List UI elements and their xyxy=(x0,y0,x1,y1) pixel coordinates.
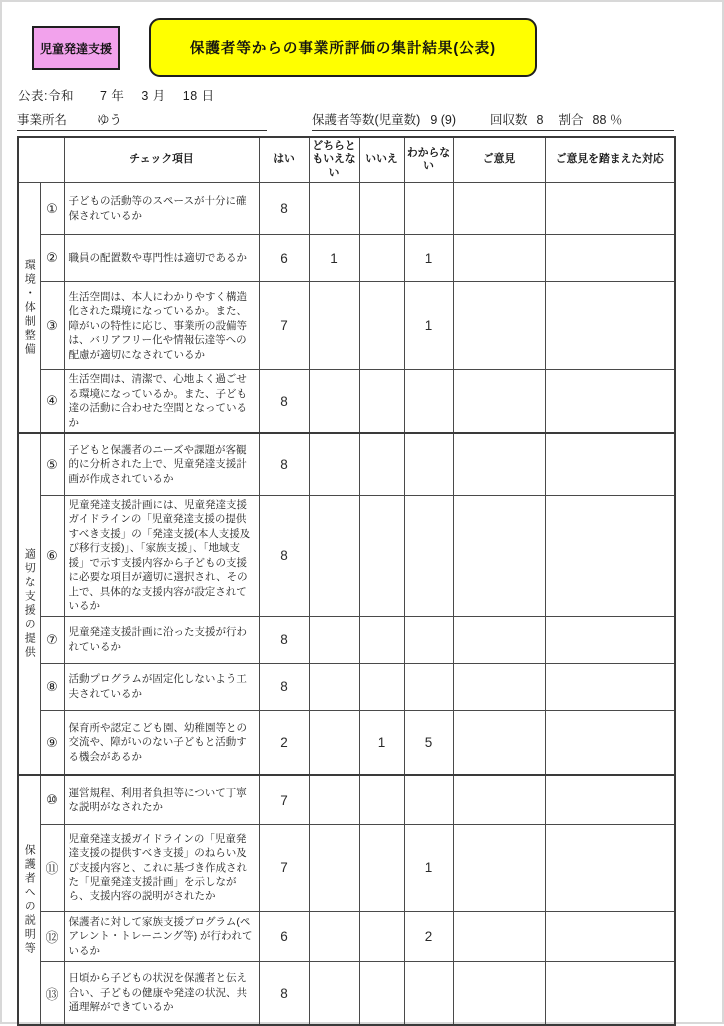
item-number: ⑬ xyxy=(40,961,64,1025)
comment-cell xyxy=(453,663,545,710)
response-cell xyxy=(545,824,675,911)
header-empty-cell xyxy=(18,137,64,183)
guardians-count-value: 9 (9) xyxy=(430,113,457,127)
count-yes: 6 xyxy=(259,235,309,282)
table-row xyxy=(18,183,675,235)
count-no xyxy=(359,775,404,824)
count-unknown: 1 xyxy=(404,282,453,370)
table-row xyxy=(18,616,675,663)
collected-count-label: 回収数 xyxy=(490,113,528,127)
comment-cell xyxy=(453,616,545,663)
count-unknown xyxy=(404,775,453,824)
count-no xyxy=(359,183,404,235)
header-neither: どちらともいえない xyxy=(309,137,359,183)
item-number: ⑥ xyxy=(40,495,64,616)
check-item-text: 子どもの活動等のスペースが十分に確保されているか xyxy=(64,183,259,235)
count-unknown: 1 xyxy=(404,235,453,282)
group-label-environment: 環境・体制整備 xyxy=(18,183,40,433)
count-no xyxy=(359,433,404,495)
office-name-field xyxy=(17,110,267,131)
count-neither xyxy=(309,433,359,495)
response-rate-value: 88 ％ xyxy=(592,113,623,127)
check-item-text: 児童発達支援計画に沿った支援が行われているか xyxy=(64,616,259,663)
response-cell xyxy=(545,433,675,495)
table-row xyxy=(18,961,675,1025)
count-yes: 7 xyxy=(259,775,309,824)
count-yes: 8 xyxy=(259,663,309,710)
check-item-text: 保護者に対して家族支援プログラム(ペアレント・トレーニング等) が行われているか xyxy=(64,911,259,961)
check-item-text: 生活空間は、清潔で、心地よく過ごせる環境になっているか。また、子ども達の活動に合わせた空間となっているか xyxy=(64,370,259,433)
check-item-text: 保育所や認定こども園、幼稚園等との交流や、障がいのない子どもと活動する機会があるか xyxy=(64,710,259,775)
table-row xyxy=(18,370,675,433)
check-item-text: 職員の配置数や専門性は適切であるか xyxy=(64,235,259,282)
table-row xyxy=(18,775,675,824)
page-title: 保護者等からの事業所評価の集計結果(公表) xyxy=(149,18,537,77)
office-info-line xyxy=(17,110,674,131)
comment-cell xyxy=(453,710,545,775)
check-item-text: 生活空間は、本人にわかりやすく構造化された環境になっているか。また、障がいの特性に応じ、事業所の設備等は、バリアフリー化や情報伝達等への配慮が適切になされているか xyxy=(64,282,259,370)
table-row xyxy=(18,911,675,961)
header-yes: はい xyxy=(259,137,309,183)
comment-cell xyxy=(453,495,545,616)
table-row xyxy=(18,710,675,775)
comment-cell xyxy=(453,370,545,433)
count-no xyxy=(359,282,404,370)
count-unknown xyxy=(404,663,453,710)
count-neither xyxy=(309,824,359,911)
comment-cell xyxy=(453,911,545,961)
count-no: 1 xyxy=(359,710,404,775)
count-unknown xyxy=(404,616,453,663)
response-cell xyxy=(545,282,675,370)
count-unknown xyxy=(404,961,453,1025)
item-number: ⑩ xyxy=(40,775,64,824)
count-yes: 8 xyxy=(259,370,309,433)
count-yes: 6 xyxy=(259,911,309,961)
item-number: ⑧ xyxy=(40,663,64,710)
item-number: ⑤ xyxy=(40,433,64,495)
comment-cell xyxy=(453,775,545,824)
comment-cell xyxy=(453,433,545,495)
table-row xyxy=(18,235,675,282)
collected-count-value: 8 xyxy=(536,113,544,127)
count-yes: 8 xyxy=(259,183,309,235)
count-yes: 8 xyxy=(259,616,309,663)
count-no xyxy=(359,911,404,961)
count-no xyxy=(359,495,404,616)
comment-cell xyxy=(453,961,545,1025)
response-rate-label: 割合 xyxy=(558,113,584,127)
response-cell xyxy=(545,961,675,1025)
count-unknown xyxy=(404,370,453,433)
item-number: ③ xyxy=(40,282,64,370)
header-check-item: チェック項目 xyxy=(64,137,259,183)
count-unknown xyxy=(404,433,453,495)
count-neither xyxy=(309,710,359,775)
check-item-text: 運営規程、利用者負担等について丁寧な説明がなされたか xyxy=(64,775,259,824)
response-cell xyxy=(545,710,675,775)
group-label-support: 適切な支援の提供 xyxy=(18,433,40,775)
response-cell xyxy=(545,663,675,710)
item-number: ② xyxy=(40,235,64,282)
count-neither: 1 xyxy=(309,235,359,282)
count-neither xyxy=(309,282,359,370)
count-no xyxy=(359,235,404,282)
count-yes: 7 xyxy=(259,824,309,911)
item-number: ⑫ xyxy=(40,911,64,961)
office-name-value: ゆう xyxy=(97,113,123,127)
header-unknown: わからない xyxy=(404,137,453,183)
office-name-label: 事業所名 xyxy=(17,113,68,127)
count-yes: 7 xyxy=(259,282,309,370)
check-item-text: 日頃から子どもの状況を保護者と伝え合い、子どもの健康や発達の状況、共通理解ができているか xyxy=(64,961,259,1025)
count-neither xyxy=(309,775,359,824)
count-neither xyxy=(309,616,359,663)
count-yes: 8 xyxy=(259,433,309,495)
response-cell xyxy=(545,775,675,824)
item-number: ⑦ xyxy=(40,616,64,663)
evaluation-table xyxy=(17,136,676,1026)
count-neither xyxy=(309,370,359,433)
header-response: ご意見を踏まえた対応 xyxy=(545,137,675,183)
group-label-explanation: 保護者への説明等 xyxy=(18,775,40,1025)
item-number: ① xyxy=(40,183,64,235)
count-yes: 8 xyxy=(259,961,309,1025)
count-no xyxy=(359,370,404,433)
count-unknown xyxy=(404,183,453,235)
response-cell xyxy=(545,911,675,961)
response-cell xyxy=(545,183,675,235)
table-row xyxy=(18,433,675,495)
response-cell xyxy=(545,370,675,433)
count-unknown xyxy=(404,495,453,616)
response-cell xyxy=(545,235,675,282)
table-row xyxy=(18,282,675,370)
count-neither xyxy=(309,961,359,1025)
count-yes: 2 xyxy=(259,710,309,775)
table-row xyxy=(18,495,675,616)
guardians-count-label: 保護者等数(児童数) xyxy=(312,113,421,127)
count-unknown: 1 xyxy=(404,824,453,911)
count-no xyxy=(359,824,404,911)
table-row xyxy=(18,663,675,710)
comment-cell xyxy=(453,235,545,282)
comment-cell xyxy=(453,824,545,911)
response-cell xyxy=(545,495,675,616)
count-no xyxy=(359,961,404,1025)
count-neither xyxy=(309,663,359,710)
survey-stats xyxy=(312,110,674,131)
count-neither xyxy=(309,495,359,616)
check-item-text: 子どもと保護者のニーズや課題が客観的に分析された上で、児童発達支援計画が作成されているか xyxy=(64,433,259,495)
publish-date: 公表:令和 7 年 3 月 18 日 xyxy=(18,89,215,103)
check-item-text: 児童発達支援計画には、児童発達支援ガイドラインの「児童発達支援の提供すべき支援」の「発達支援(本人支援及び移行支援)」、「家族支援」、「地域支援」で示す支援内容から子どもの支援に必要な項目が適切に選択され、その上で、具体的な支援内容が設定されているか xyxy=(64,495,259,616)
item-number: ④ xyxy=(40,370,64,433)
count-no xyxy=(359,663,404,710)
table-row xyxy=(18,824,675,911)
count-yes: 8 xyxy=(259,495,309,616)
service-type-badge: 児童発達支援 xyxy=(32,26,120,70)
item-number: ⑪ xyxy=(40,824,64,911)
comment-cell xyxy=(453,282,545,370)
item-number: ⑨ xyxy=(40,710,64,775)
header-comment: ご意見 xyxy=(453,137,545,183)
count-unknown: 2 xyxy=(404,911,453,961)
count-neither xyxy=(309,911,359,961)
response-cell xyxy=(545,616,675,663)
header-no: いいえ xyxy=(359,137,404,183)
count-neither xyxy=(309,183,359,235)
count-no xyxy=(359,616,404,663)
check-item-text: 児童発達支援ガイドラインの「児童発達支援の提供すべき支援」のねらい及び支援内容と、これに基づき作成された「児童発達支援計画」を示しながら、支援内容の説明がされたか xyxy=(64,824,259,911)
comment-cell xyxy=(453,183,545,235)
table-header-row xyxy=(18,137,675,183)
count-unknown: 5 xyxy=(404,710,453,775)
check-item-text: 活動プログラムが固定化しないよう工夫されているか xyxy=(64,663,259,710)
